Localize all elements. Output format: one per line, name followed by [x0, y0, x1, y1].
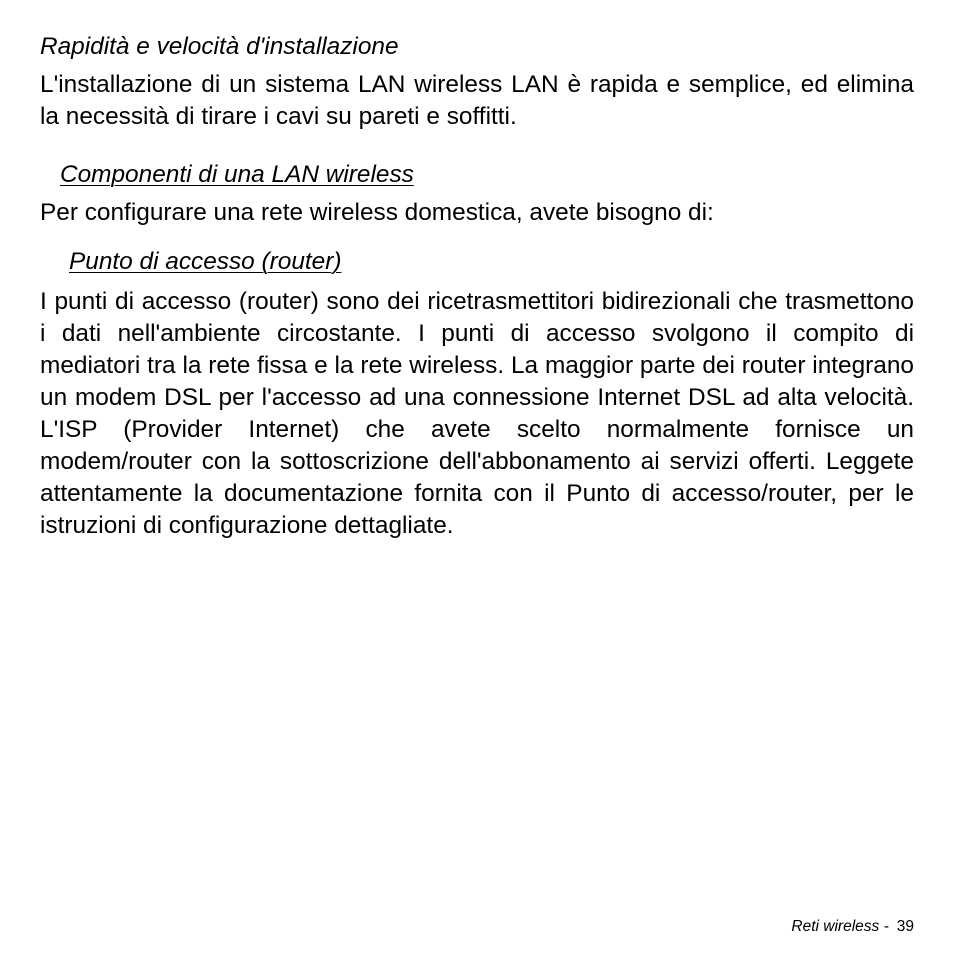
page-number: 39 — [896, 918, 914, 935]
section-heading-access-point: Punto di accesso (router) — [69, 248, 342, 275]
section-heading-installation-speed: Rapidità e velocità d'installazione — [40, 33, 399, 60]
section-heading-wireless-lan-components: Componenti di una LAN wireless — [60, 161, 414, 188]
paragraph-installation-speed: L'installazione di un sistema LAN wireless LAN è rapida e semplice, ed elimina la necessità di tirare i cavi su pareti e soffitti. — [40, 71, 914, 130]
paragraph-access-point: I punti di accesso (router) sono dei ricetrasmettitori bidirezionali che trasmettono i dati nell'ambiente circostante. I punti di accesso svolgono il compito di mediatori tra la rete fissa e la rete wireless. La maggior parte dei router integrano un modem DSL per l'accesso ad una connessione Internet DSL ad alta velocità. L'ISP (Provider Internet) che avete scelto normalmente fornisce un modem/router con la sottoscrizione dell'abbonamento ai servizi offerti. Leggete attentamente la documentazione fornita con il Punto di accesso/router, per le istruzioni di configurazione dettagliate. — [40, 288, 914, 539]
paragraph-wireless-lan-components: Per configurare una rete wireless domestica, avete bisogno di: — [40, 199, 714, 226]
footer-section-title: Reti wireless - — [791, 918, 889, 935]
page-footer — [791, 918, 914, 936]
